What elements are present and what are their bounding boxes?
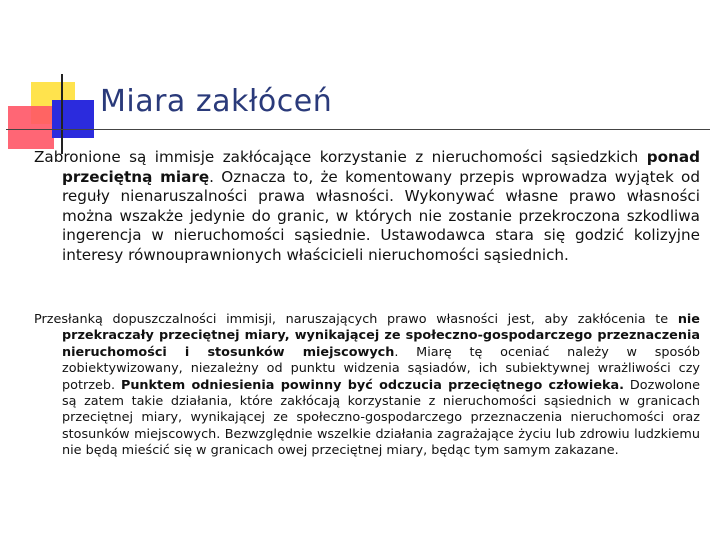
title-divider-line [6, 129, 710, 130]
paragraph-2-bold-2: Punktem odniesienia powinny być odczucia przeciętnego człowieka. [120, 377, 625, 393]
decorative-red-square [8, 106, 54, 149]
paragraph-2 [34, 312, 700, 460]
paragraph-1-text-2: . Oznacza to, że komentowany przepis wprowadza wyjątek od reguły nienaruszalności prawa własności. Wykonywać własne prawo własności można wszakże jedynie do granic, w których nie zostanie przekroczona szkodliwa ingerencja w nieruchomości sąsiednie. Ustawodawca stara się godzić kolizyjne interesy równouprawnionych właścicieli nieruchomości sąsiednich. [62, 167, 700, 264]
paragraph-2-bold-1: nie przekraczały przeciętnej miary, wynikającej ze społeczno-gospodarczego przeznaczenia nieruchomości i stosunków miejscowych [62, 312, 700, 360]
decorative-vertical-line [61, 74, 63, 154]
paragraph-1 [34, 148, 700, 266]
decorative-blue-square [52, 100, 94, 138]
paragraph-2-text-3: Dozwolone są zatem takie działania, które zakłócają korzystanie z nieruchomości sąsiednich w granicach przeciętnej miary, wynikającej ze społeczno-gospodarczego przeznaczenia nieruchomości oraz stosunków miejscowych. Bezwzględnie wszelkie działania zagrażające życiu lub zdrowiu ludzkiemu nie będą mieścić się w granicach owej przeciętnej miary, będąc tym samym zakazane. [62, 377, 700, 459]
paragraph-2-text-1: Przesłanką dopuszczalności immisji, naruszających prawo własności jest, aby zakłócenia te [34, 312, 678, 327]
paragraph-1-text-1: Zabronione są immisje zakłócające korzystanie z nieruchomości sąsiedzkich [34, 148, 647, 166]
paragraph-1-bold-1: ponad przeciętną miarę [62, 148, 700, 186]
slide-title: Miara zakłóceń [100, 84, 333, 119]
paragraph-2-text-2: . Miarę tę oceniać należy w sposób zobiektywizowany, niezależny od punktu widzenia sąsiadów, ich subiektywnej wrażliwości czy potrzeb. [62, 344, 700, 393]
